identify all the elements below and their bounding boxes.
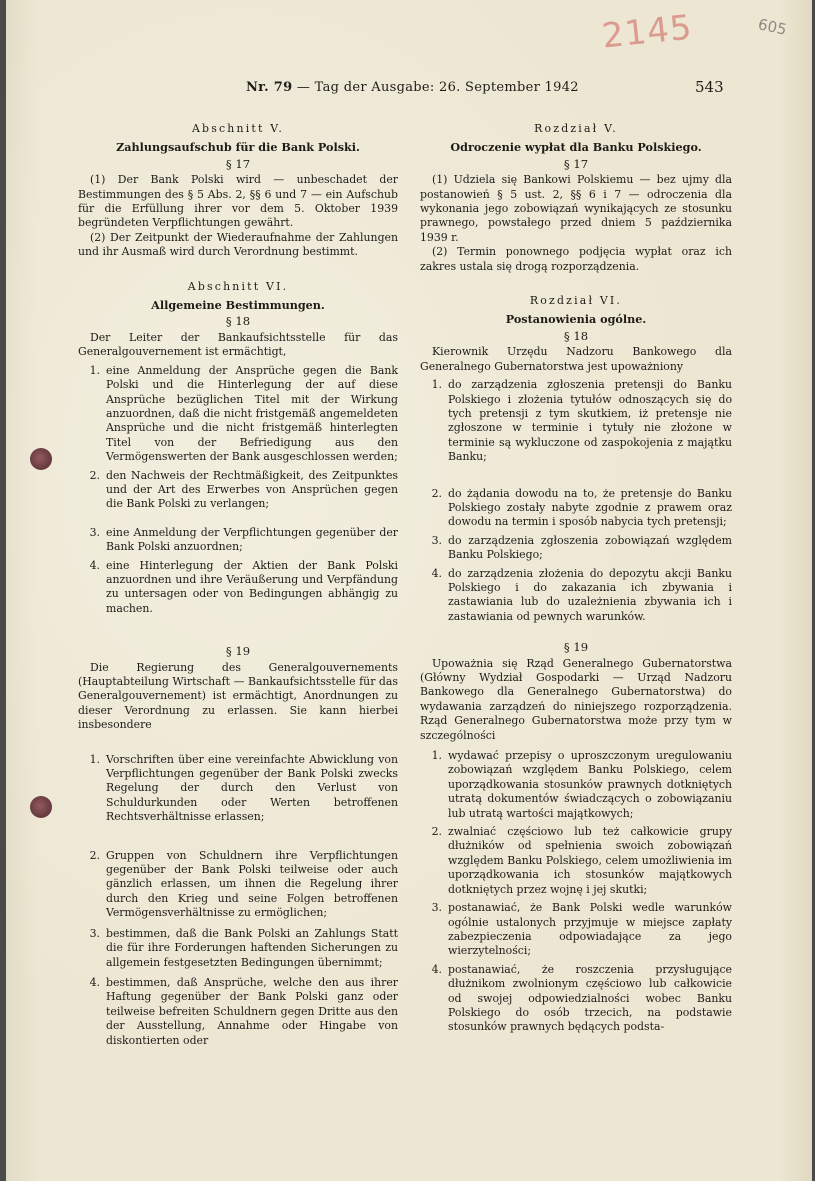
section-title: Zahlungsaufschub für die Bank Polski. [116, 140, 360, 155]
paragraph-sign: § 17 [563, 156, 589, 171]
document-page [6, 0, 812, 1181]
issue-number: Nr. 79 [246, 80, 293, 95]
enumerated-list [78, 364, 398, 617]
paragraph-sign: § 19 [225, 644, 251, 659]
paragraph-text: (2) Der Zeitpunkt der Wiederaufnahme der Zahlungen und ihr Ausmaß wird durch Verordnung bestimmt. [78, 230, 398, 259]
list-item: 3. do zarządzenia zgłoszenia zobowiązań względem Banku Polskiego; [431, 533, 732, 562]
page-number: 543 [695, 78, 724, 96]
german-column [78, 122, 398, 1048]
section-heading: Rozdział V. [534, 122, 618, 135]
running-header [246, 80, 579, 95]
list-item: 4. bestimmen, daß Ansprüche, welche den aus ihrer Haftung gegenüber der Bank Polski ganz oder teilweise befreiten Schuldnern gegen Dritte aus den der Ausstellung, Annahme oder Hingabe von diskontierten oder [89, 975, 398, 1047]
enumerated-list [420, 749, 732, 1035]
list-item: 4. postanawiać, że roszczenia przysługujące dłużnikom zwolnionym częściowo lub całkowicie od swojej odpowiedzialności wobec Banku Polskiego do osób trzecich, na podstawie stosunków prawnych będących podsta- [431, 962, 732, 1034]
punch-hole [30, 796, 52, 818]
list-item: 4. do zarządzenia złożenia do depozytu akcji Banku Polskiego i do zakazania ich zbywania i zastawiania lub do uzależnienia zbywania ich i zastawiania od pewnych warunków. [431, 566, 732, 623]
section-title: Allgemeine Bestimmungen. [151, 298, 325, 313]
corner-pencil-number: 605 [756, 15, 789, 39]
paragraph-text: Kierownik Urzędu Nadzoru Bankowego dla Generalnego Gubernatorstwa jest upoważniony [420, 345, 732, 373]
list-item: 2. den Nachweis der Rechtmäßigkeit, des Zeitpunktes und der Art des Erwerbes von Ansprüchen gegen die Bank Polski zu verlangen; [89, 468, 398, 511]
list-item: 4. eine Hinterlegung der Aktien der Bank Polski anzuordnen und ihre Veräußerung und Verpfändung zu untersagen oder von Bedingungen abhängig zu machen. [89, 558, 398, 615]
section-title: Odroczenie wypłat dla Banku Polskiego. [450, 140, 702, 155]
paragraph-sign: § 17 [225, 156, 251, 171]
paragraph-text: (1) Udziela się Bankowi Polskiemu — bez ujmy dla postanowień § 5 ust. 2, §§ 6 i 7 — odroczenia dla wykonania jego zobowiązań wynikających ze stosunku prawnego, powstałego przed dniem 5 października 1939 r. [420, 173, 732, 244]
list-item: 3. bestimmen, daß die Bank Polski an Zahlungs Statt die für ihre Forderungen haftenden Sicherungen zu allgemein festgesetzten Bedingungen übernimmt; [89, 926, 398, 969]
list-item: 1. eine Anmeldung der Ansprüche gegen die Bank Polski und die Hinterlegung der auf diese Ansprüche bezüglichen Titel mit der Wirkung anzuordnen, daß die nicht fristgemäß angemeldeten Ansprüche und die nicht fristgemäß hinterlegten Titel von der Befriedigung aus den Vermögenswerten der Bank ausgeschlossen werden; [89, 363, 398, 464]
section-title: Postanowienia ogólne. [505, 312, 647, 327]
section-heading: Rozdział VI. [529, 294, 623, 308]
issue-date: — Tag der Ausgabe: 26. September 1942 [296, 80, 579, 95]
paragraph-text: Upoważnia się Rząd Generalnego Gubernatorstwa (Główny Wydział Gospodarki — Urząd Nadzoru Bankowego dla Generalnego Gubernatorstwa) do wydawania zarządzeń do niniejszego rozporządzenia. Rząd Generalnego Gubernatorstwa może przy tym w szczególności [420, 656, 732, 742]
list-item: 2. Gruppen von Schuldnern ihre Verpflichtungen gegenüber der Bank Polski teilweise oder auch gänzlich erlassen, um ihnen die Regelung ihrer durch den Krieg und seine Folgen betroffenen Vermögensverhältnisse zu ermöglichen; [89, 848, 398, 920]
list-item: 2. do żądania dowodu na to, że pretensje do Banku Polskiego zostały nabyte zgodnie z prawem oraz dowodu na termin i sposób nabycia tych pretensji; [431, 486, 732, 529]
paragraph-text: Die Regierung des Generalgouvernements (Hauptabteilung Wirtschaft — Bankaufsichtsstelle für das Generalgouvernement) ist ermächtigt, Anordnungen zu dieser Verordnung zu erlassen. Sie kann hierbei insbesondere [78, 660, 398, 732]
paragraph-text: (2) Termin ponownego podjęcia wypłat oraz ich zakres ustala się drogą rozporządzenia. [420, 245, 732, 273]
paragraph-text: (1) Der Bank Polski wird — unbeschadet der Bestimmungen des § 5 Abs. 2, §§ 6 und 7 — ein Aufschub für die Erfüllung ihrer vor dem 5. Oktober 1939 begründeten Verpflichtungen gewährt. [78, 173, 398, 230]
paragraph-sign: § 18 [563, 328, 589, 343]
list-item: 3. eine Anmeldung der Verpflichtungen gegenüber der Bank Polski anzuordnen; [89, 525, 398, 554]
section-heading: Abschnitt VI. [187, 279, 289, 293]
paragraph-sign: § 19 [563, 640, 589, 655]
polish-column [420, 122, 732, 1035]
list-item: 2. zwalniać częściowo lub też całkowicie grupy dłużników od spełnienia swoich zobowiązań względem Banku Polskiego, celem umożliwienia im uporządkowania ich stosunków majątkowych dotkniętych przez wojnę i jej skutki; [431, 825, 732, 896]
enumerated-list [420, 378, 732, 624]
list-item: 1. do zarządzenia zgłoszenia pretensji do Banku Polskiego i złożenia tytułów odnoszących się do tych pretensji z tym skutkiem, iż pretensje nie zgłoszone w terminie i tytuły nie złożone w terminie są wykluczone od zaspokojenia z majątku Banku; [431, 378, 732, 464]
punch-hole [30, 448, 52, 470]
paragraph-sign: § 18 [225, 314, 251, 329]
paragraph-text: Der Leiter der Bankaufsichtsstelle für das Generalgouvernement ist ermächtigt, [78, 330, 398, 359]
enumerated-list [78, 753, 398, 1048]
list-item: 1. Vorschriften über eine vereinfachte Abwicklung von Verpflichtungen gegenüber der Bank Polski zwecks Regelung der durch den Verlust von Schuldurkunden oder Werten betroffenen Rechtsverhältnisse erlassen; [89, 752, 398, 824]
section-heading: Abschnitt V. [191, 122, 285, 135]
list-item: 3. postanawiać, że Bank Polski wedle warunków ogólnie ustalonych przyjmuje w miejsce zapłaty zabezpieczenia odpowiadające za jego wierzytelności; [431, 901, 732, 958]
list-item: 1. wydawać przepisy o uproszczonym uregulowaniu zobowiązań względem Banku Polskiego, celem uporządkowania stosunków prawnych dotkniętych utratą dokumentów świadczących o zobowiązaniu lub utratą wartości majątkowych; [431, 749, 732, 820]
handwritten-page-mark: 2145 [600, 7, 695, 57]
